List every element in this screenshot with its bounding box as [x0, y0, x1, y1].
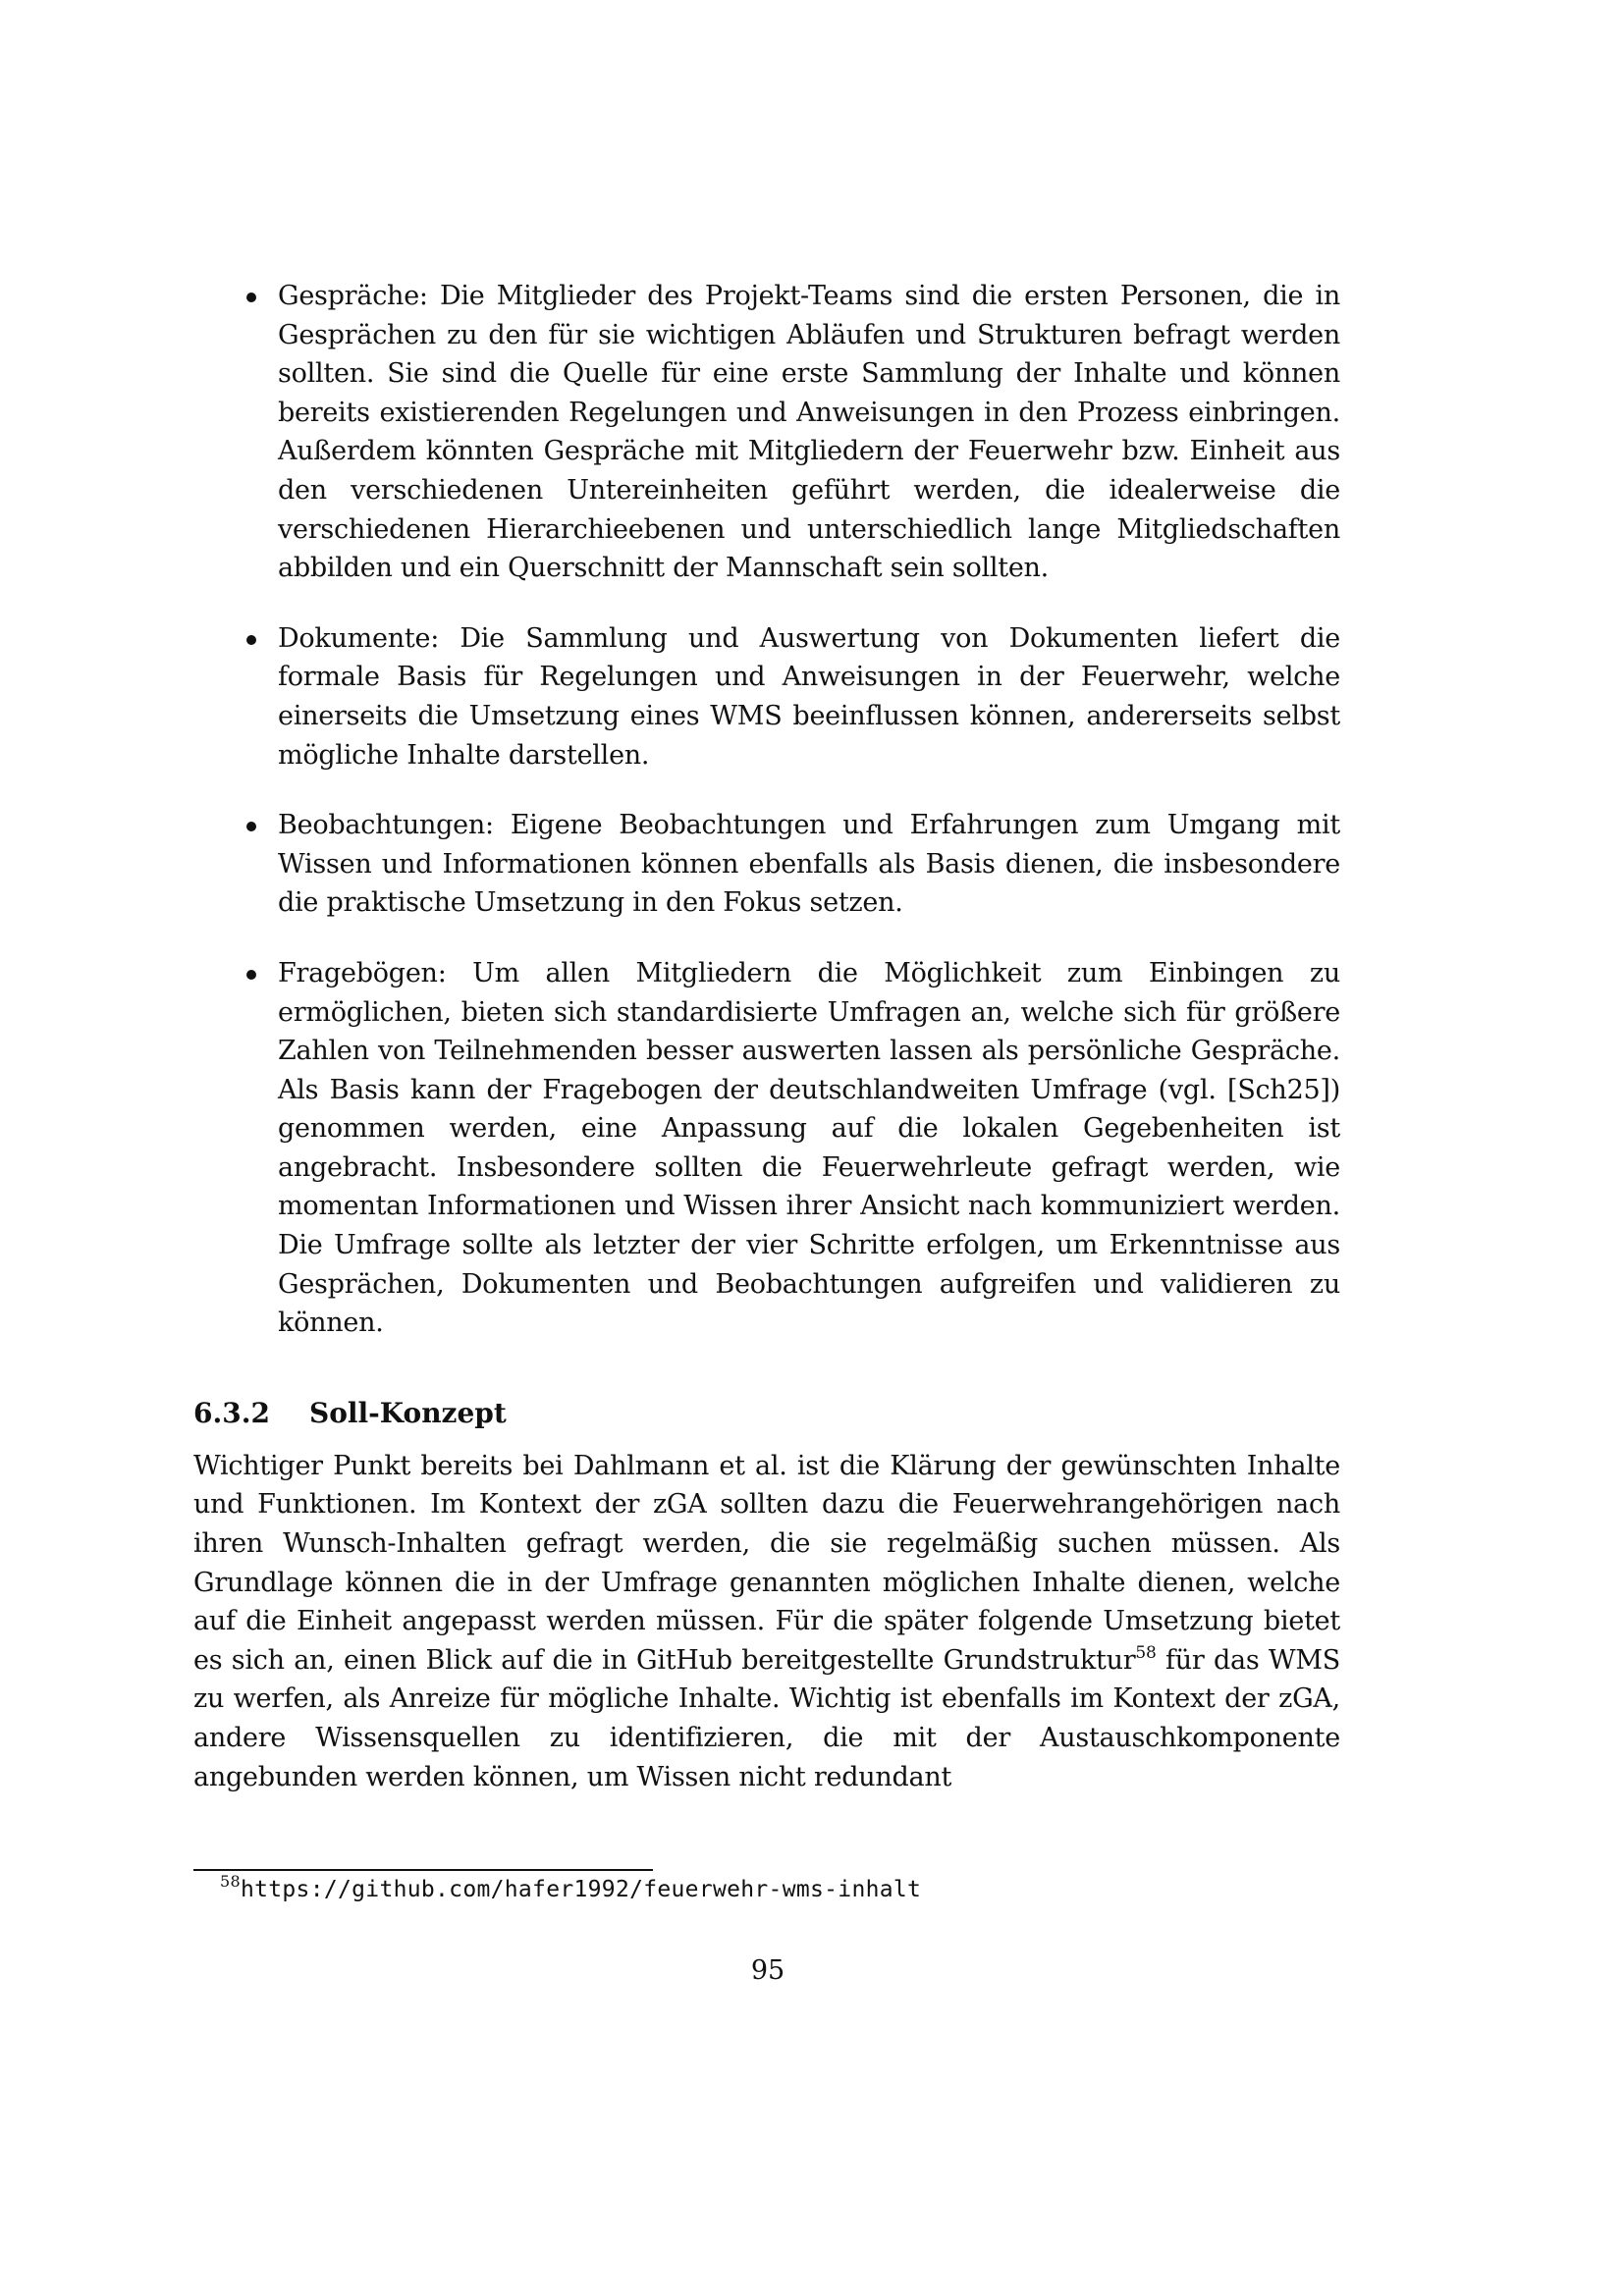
bullet-item-beobachtungen: [193, 806, 1340, 923]
footnote: [220, 1873, 921, 1906]
bullet-icon: [246, 293, 256, 302]
page-content: [193, 277, 1340, 1796]
bullet-icon: [246, 970, 256, 980]
footnote-number: 58: [220, 1872, 241, 1891]
footnote-url[interactable]: https://github.com/hafer1992/feuerwehr-wms-inhalt: [240, 1877, 922, 1902]
paragraph-text-part-1: Wichtiger Punkt bereits bei Dahlmann et al. ist die Klärung der gewünschten Inhalte und Funktionen. Im Kontext der zGA sollten dazu die Feuerwehrangehörigen nach ihren Wunsch-Inhalten gefragt werden, die sie regelmäßig suchen müssen. Als Grundlage können die in der Umfrage genannten möglichen Inhalte dienen, welche auf die Einheit angepasst werden müssen. Für die später folgende Umsetzung bietet es sich an, einen Blick auf die in GitHub bereitgestellte Grundstruktur: [193, 1450, 1340, 1676]
bullet-text: Dokumente: Die Sammlung und Auswertung von Dokumenten liefert die formale Basis für Regelungen und Anweisungen in der Feuerwehr, welche einerseits die Umsetzung eines WMS beeinflussen können, andererseits selbst mögliche Inhalte darstellen.: [278, 622, 1340, 771]
section-paragraph: [193, 1447, 1340, 1796]
section-heading: [193, 1394, 1340, 1433]
bullet-text: Gespräche: Die Mitglieder des Projekt-Teams sind die ersten Personen, die in Gesprächen zu den für sie wichtigen Abläufen und Strukturen befragt werden sollten. Sie sind die Quelle für eine erste Sammlung der Inhalte und können bereits existierenden Regelungen und Anweisungen in den Prozess einbringen. Außerdem könnten Gespräche mit Mitgliedern der Feuerwehr bzw. Einheit aus den verschiedenen Untereinheiten geführt werden, die idealerweise die verschiedenen Hierarchieebenen und unterschiedlich lange Mitgliedschaften abbilden und ein Querschnitt der Mannschaft sein sollten.: [278, 281, 1340, 584]
footnote-reference[interactable]: 58: [1135, 1642, 1157, 1663]
bullet-text: Fragebögen: Um allen Mitgliedern die Möglichkeit zum Einbingen zu ermöglichen, bieten sich standardisierte Umfragen an, welche sich für größere Zahlen von Teilnehmenden besser auswerten lassen als persönliche Gespräche. Als Basis kann der Fragebogen der deutschlandweiten Umfrage (vgl. [Sch25]) genommen werden, eine Anpassung auf die lokalen Gegebenheiten ist angebracht. Insbesondere sollten die Feuerwehrleute gefragt werden, wie momentan Informationen und Wissen ihrer Ansicht nach kommuniziert werden. Die Umfrage sollte als letzter der vier Schritte erfolgen, um Erkenntnisse aus Gesprächen, Dokumenten und Beobachtungen aufgreifen und validieren zu können.: [278, 957, 1340, 1339]
section-number: 6.3.2: [193, 1396, 270, 1429]
bullet-icon: [246, 635, 256, 645]
section-title: Soll-Konzept: [309, 1396, 507, 1429]
bullet-item-dokumente: [193, 619, 1340, 774]
bullet-text: Beobachtungen: Eigene Beobachtungen und Erfahrungen zum Umgang mit Wissen und Informationen können ebenfalls als Basis dienen, die insbesondere die praktische Umsetzung in den Fokus setzen.: [278, 810, 1340, 919]
bullet-item-gespraeche: [193, 277, 1340, 588]
page-number: 95: [750, 1955, 785, 1986]
bullet-item-frageboegen: [193, 954, 1340, 1343]
method-bullet-list: [193, 277, 1340, 1343]
footnote-divider: [193, 1869, 653, 1871]
bullet-icon: [246, 822, 256, 831]
paragraph-text-part-2: für das WMS zu werfen, als Anreize für mögliche Inhalte. Wichtig ist ebenfalls im Kontext der zGA, andere Wissensquellen zu identifizieren, die mit der Austauschkomponente angebunden werden können, um Wissen nicht redundant: [193, 1644, 1341, 1792]
